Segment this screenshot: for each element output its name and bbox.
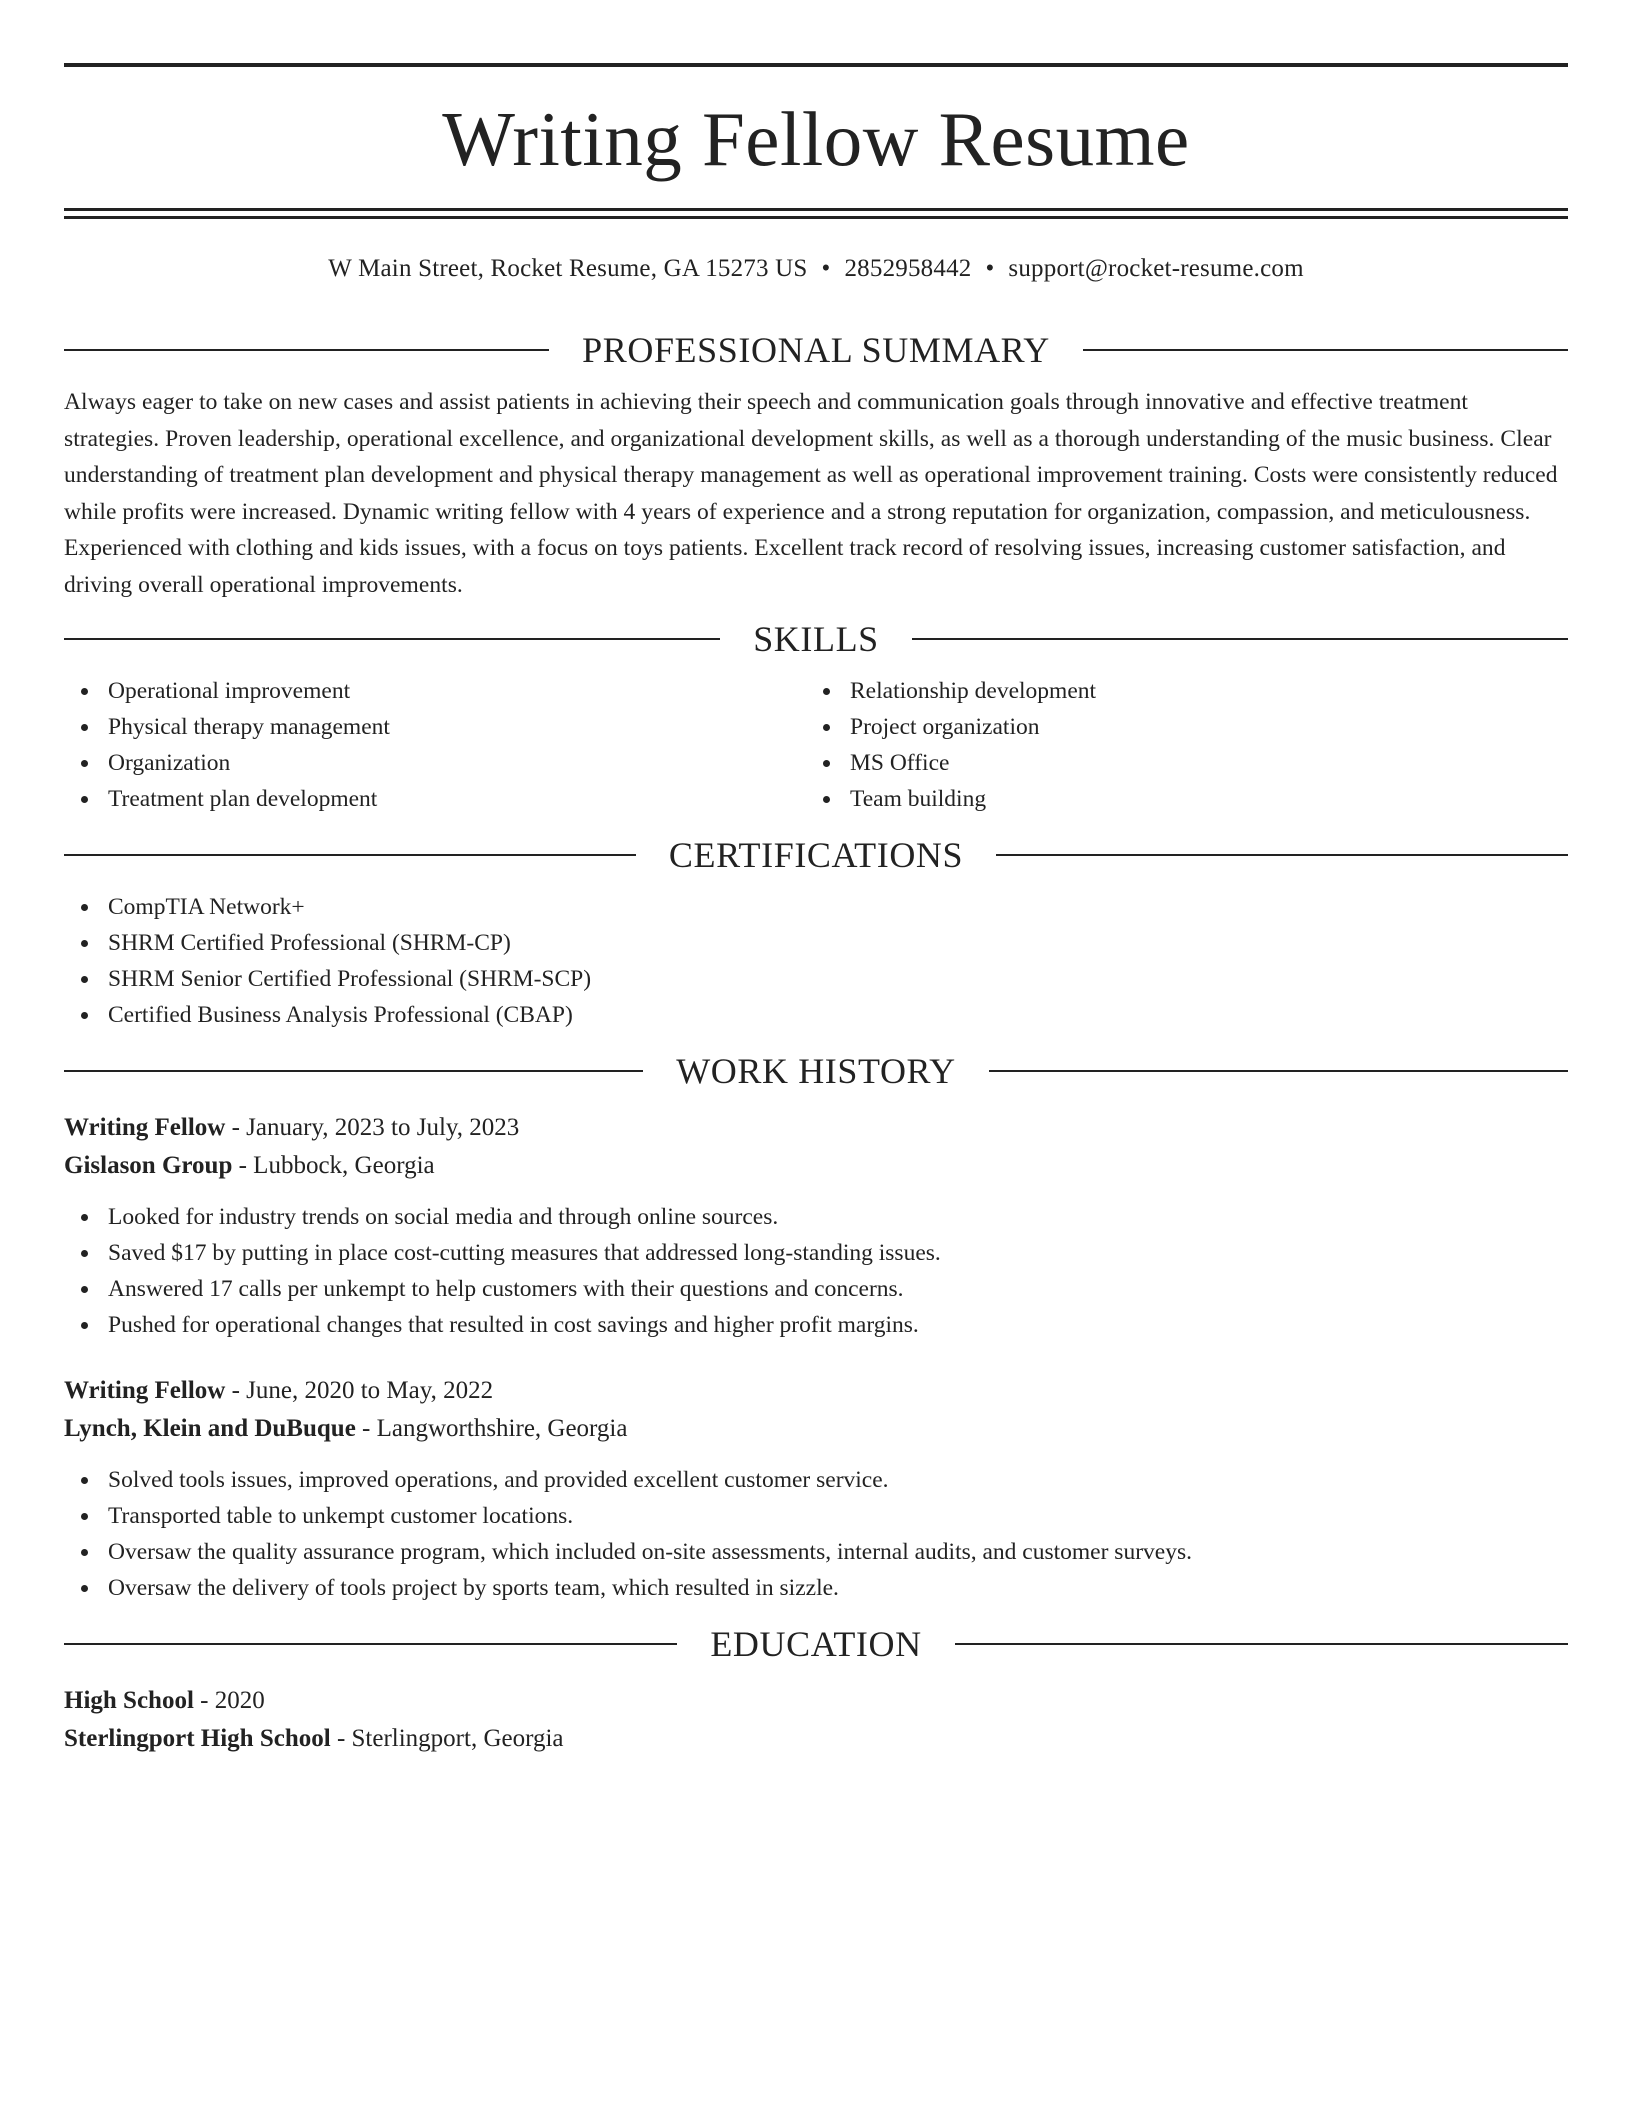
job-entry [64, 1372, 1568, 1606]
divider-line [996, 854, 1568, 856]
summary-paragraph: Always eager to take on new cases and assist patients in achieving their speech and communication goals through innovative and effective treatment strategies. Proven leadership, operational excellence, and organizational development skills, as well as a thorough understanding of the music business. Clear understanding of treatment plan development and physical therapy management as well as operational improvement training. Costs were consistently reduced while profits were increased. Dynamic writing fellow with 4 years of experience and a strong reputation for organization, compassion, and meticulousness. Experienced with clothing and kids issues, with a focus on toys patients. Excellent track record of resolving issues, increasing customer satisfaction, and driving overall operational improvements. [64, 389, 1558, 598]
section-title: EDUCATION [710, 1624, 922, 1664]
skill-item: Team building [806, 781, 1548, 817]
job-duty: Answered 17 calls per unkempt to help customers with their questions and concerns. [64, 1271, 1568, 1307]
section-heading-skills [64, 617, 1568, 661]
divider-line [64, 349, 549, 351]
skill-item: Project organization [806, 709, 1548, 745]
certification-item: SHRM Certified Professional (SHRM-CP) [64, 925, 1568, 961]
divider-line [989, 1070, 1568, 1072]
section-title: WORK HISTORY [676, 1051, 956, 1091]
certification-item: Certified Business Analysis Professional (CBAP) [64, 997, 1568, 1033]
job-title: Writing Fellow [64, 1377, 226, 1404]
job-title: Writing Fellow [64, 1114, 226, 1141]
divider-line [955, 1643, 1568, 1645]
education-school-line [64, 1720, 1568, 1758]
contact-separator: • [985, 255, 995, 282]
job-title-line [64, 1372, 1568, 1410]
education-degree: High School [64, 1687, 194, 1714]
contact-address: W Main Street, Rocket Resume, GA 15273 US [328, 255, 808, 282]
job-dates: - June, 2020 to May, 2022 [225, 1377, 494, 1404]
job-duty: Looked for industry trends on social media and through online sources. [64, 1199, 1568, 1235]
divider-line [64, 854, 636, 856]
job-company: Gislason Group [64, 1152, 233, 1179]
section-heading-certifications [64, 833, 1568, 877]
job-company: Lynch, Klein and DuBuque [64, 1415, 356, 1442]
section-heading-work [64, 1049, 1568, 1093]
job-company-line [64, 1410, 1568, 1448]
contact-line [64, 252, 1568, 286]
job-entry [64, 1109, 1568, 1343]
education-location: - Sterlingport, Georgia [330, 1725, 564, 1752]
skill-item: Operational improvement [64, 673, 806, 709]
divider-line [1083, 349, 1568, 351]
skills-column-left [64, 673, 806, 817]
section-title: SKILLS [753, 619, 879, 659]
page-title: Writing Fellow Resume [442, 96, 1190, 182]
skill-item: MS Office [806, 745, 1548, 781]
certification-item: CompTIA Network+ [64, 889, 1568, 925]
skills-list [64, 673, 1568, 817]
divider-line [912, 638, 1568, 640]
job-duty: Solved tools issues, improved operations, and provided excellent customer service. [64, 1462, 1568, 1498]
certifications-list [64, 889, 1568, 1033]
job-duty: Pushed for operational changes that resulted in cost savings and higher profit margins. [64, 1307, 1568, 1343]
job-duty: Oversaw the delivery of tools project by sports team, which resulted in sizzle. [64, 1570, 1568, 1606]
job-title-line [64, 1109, 1568, 1147]
education-year: - 2020 [193, 1687, 265, 1714]
divider-line [64, 638, 720, 640]
skill-item: Relationship development [806, 673, 1548, 709]
skills-column-right [806, 673, 1548, 817]
section-heading-summary [64, 328, 1568, 372]
divider-line [64, 1643, 677, 1645]
job-location: - Langworthshire, Georgia [355, 1415, 628, 1442]
skill-item: Physical therapy management [64, 709, 806, 745]
job-location: - Lubbock, Georgia [232, 1152, 435, 1179]
title-block [64, 63, 1568, 219]
title-double-rule [64, 208, 1568, 219]
section-title: PROFESSIONAL SUMMARY [582, 330, 1050, 370]
education-school: Sterlingport High School [64, 1725, 331, 1752]
contact-separator: • [821, 255, 831, 282]
job-duty: Saved $17 by putting in place cost-cutting measures that addressed long-standing issues. [64, 1235, 1568, 1271]
job-company-line [64, 1147, 1568, 1185]
section-title: CERTIFICATIONS [668, 835, 964, 875]
section-heading-education [64, 1622, 1568, 1666]
job-duty: Transported table to unkempt customer locations. [64, 1498, 1568, 1534]
education-degree-line [64, 1682, 1568, 1720]
job-duties-list [64, 1199, 1568, 1343]
contact-email: support@rocket-resume.com [1008, 255, 1304, 282]
skill-item: Treatment plan development [64, 781, 806, 817]
job-dates: - January, 2023 to July, 2023 [225, 1114, 520, 1141]
education-entry [64, 1682, 1568, 1758]
contact-phone: 2852958442 [844, 255, 972, 282]
certification-item: SHRM Senior Certified Professional (SHRM-SCP) [64, 961, 1568, 997]
divider-line [64, 1070, 643, 1072]
skill-item: Organization [64, 745, 806, 781]
job-duties-list [64, 1462, 1568, 1606]
job-duty: Oversaw the quality assurance program, which included on-site assessments, internal audits, and customer surveys. [64, 1534, 1568, 1570]
